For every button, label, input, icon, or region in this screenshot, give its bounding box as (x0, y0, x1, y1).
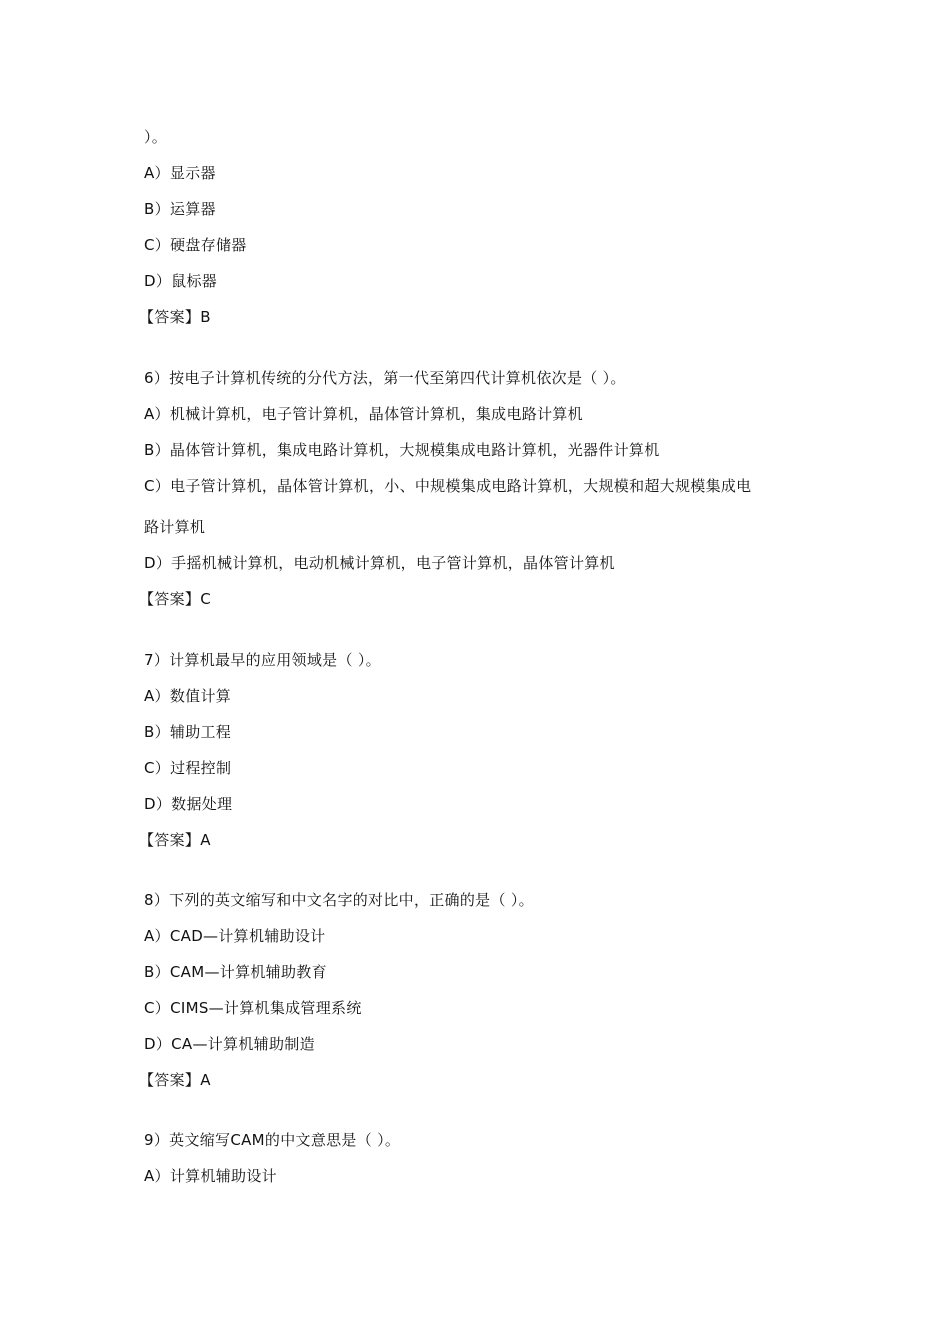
q5-option-d: D）鼠标器 (144, 272, 218, 290)
q8-stem: 8）下列的英文缩写和中文名字的对比中，正确的是（ ）。 (144, 891, 534, 909)
q5-answer: 【答案】B (139, 308, 211, 326)
q5-option-c: C）硬盘存储器 (144, 236, 247, 254)
q6-option-a: A）机械计算机，电子管计算机，晶体管计算机，集成电路计算机 (144, 405, 583, 423)
q9-option-a: A）计算机辅助设计 (144, 1167, 277, 1185)
q6-option-c: C）电子管计算机，晶体管计算机，小、中规模集成电路计算机，大规模和超大规模集成电 (144, 477, 752, 495)
q8-answer: 【答案】A (139, 1071, 211, 1089)
q7-option-a: A）数值计算 (144, 687, 232, 705)
q8-option-c: C）CIMS—计算机集成管理系统 (144, 999, 362, 1017)
q7-answer: 【答案】A (139, 831, 211, 849)
q6-stem: 6）按电子计算机传统的分代方法，第一代至第四代计算机依次是（ ）。 (144, 369, 626, 387)
q7-stem: 7）计算机最早的应用领域是（ ）。 (144, 651, 381, 669)
q5-option-b: B）运算器 (144, 200, 216, 218)
q9-stem: 9）英文缩写CAM的中文意思是（ ）。 (144, 1131, 401, 1149)
q7-option-b: B）辅助工程 (144, 723, 232, 741)
q7-option-c: C）过程控制 (144, 759, 232, 777)
q8-option-d: D）CA—计算机辅助制造 (144, 1035, 315, 1053)
q7-option-d: D）数据处理 (144, 795, 233, 813)
q6-option-d: D）手摇机械计算机，电动机械计算机，电子管计算机，晶体管计算机 (144, 554, 615, 572)
q8-option-b: B）CAM—计算机辅助教育 (144, 963, 327, 981)
q5-stem-end: ）。 (144, 128, 168, 146)
q5-option-a: A）显示器 (144, 164, 216, 182)
q6-option-b: B）晶体管计算机，集成电路计算机，大规模集成电路计算机，光器件计算机 (144, 441, 660, 459)
q6-answer: 【答案】C (139, 590, 211, 608)
q6-option-c-cont: 路计算机 (144, 518, 206, 536)
q8-option-a: A）CAD—计算机辅助设计 (144, 927, 326, 945)
